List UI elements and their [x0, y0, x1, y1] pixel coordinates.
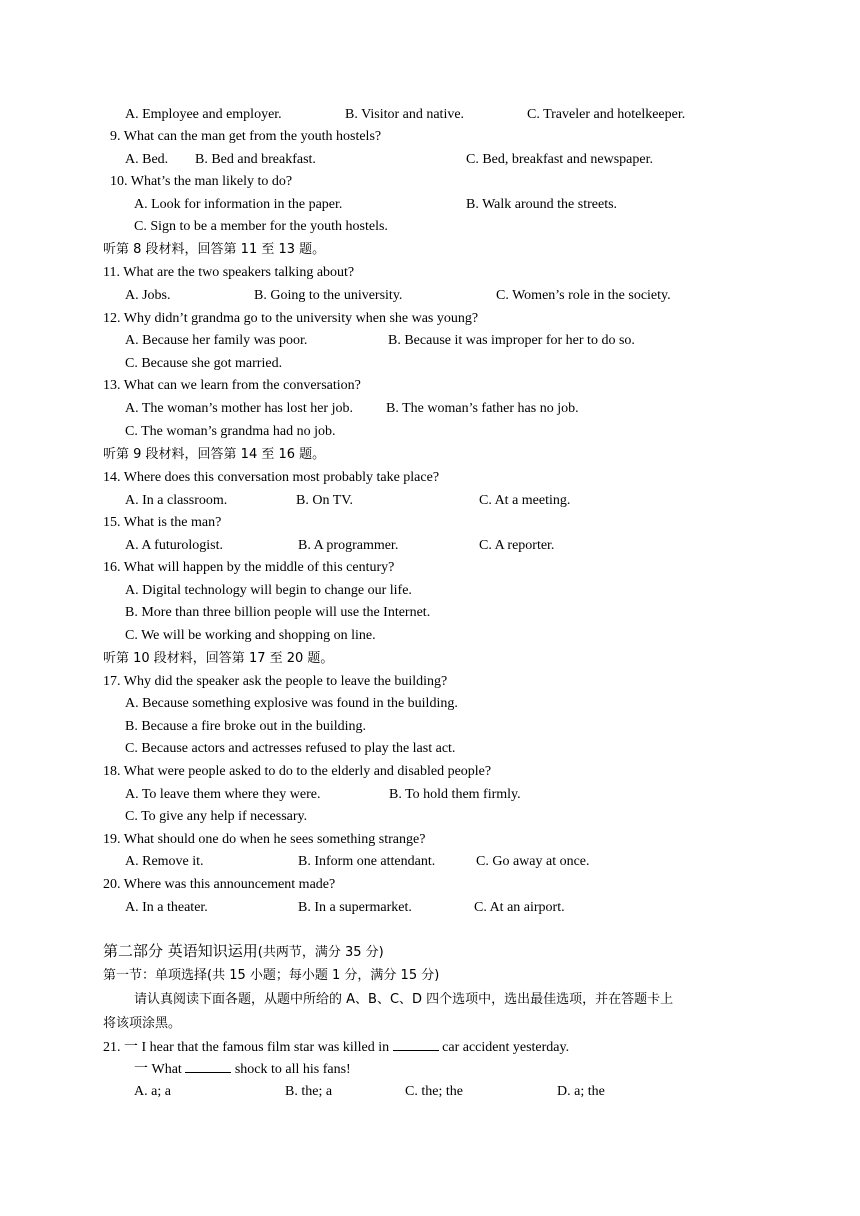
q9-option-a: A. Bed. — [125, 152, 169, 167]
q15-option-c: C. A reporter. — [479, 538, 555, 553]
q21-blank-1 — [393, 1038, 439, 1051]
q14-option-b: B. On TV. — [296, 493, 354, 508]
q19-option-c: C. Go away at once. — [476, 854, 590, 869]
q8-option-a: A. Employee and employer. — [125, 107, 282, 122]
q10-option-a: A. Look for information in the paper. — [134, 197, 343, 212]
q17-stem: 17. Why did the speaker ask the people to leave the building? — [103, 674, 448, 689]
q17-option-c: C. Because actors and actresses refused to play the last act. — [125, 741, 456, 756]
q21-line-1-end: car accident yesterday. — [442, 1040, 570, 1055]
q18-stem: 18. What were people asked to do to the elderly and disabled people? — [103, 764, 492, 779]
q19-stem: 19. What should one do when he sees something strange? — [103, 832, 426, 847]
q17-option-b: B. Because a fire broke out in the building. — [125, 719, 367, 734]
part-2-heading — [103, 942, 384, 962]
q20-option-c: C. At an airport. — [474, 900, 565, 915]
q8-option-c: C. Traveler and hotelkeeper. — [527, 107, 686, 122]
section-one-heading: 第一节：单项选择(共 15 小题；每小题 1 分，满分 15 分) — [103, 968, 440, 983]
part-2-title: 第二部分 英语知识运用 — [103, 942, 258, 960]
q10-stem: 10. What’s the man likely to do? — [110, 174, 293, 189]
q12-stem: 12. Why didn’t grandma go to the university when she was young? — [103, 311, 479, 326]
q9-option-b: B. Bed and breakfast. — [195, 152, 316, 167]
q15-option-a: A. A futurologist. — [125, 538, 224, 553]
q18-option-c: C. To give any help if necessary. — [125, 809, 308, 824]
part-2-note: (共两节，满分 35 分) — [257, 945, 384, 960]
q19-option-a: A. Remove it. — [125, 854, 204, 869]
q16-stem: 16. What will happen by the middle of this century? — [103, 560, 395, 575]
q21-option-b: B. the; a — [285, 1084, 333, 1099]
q20-stem: 20. Where was this announcement made? — [103, 877, 336, 892]
q17-option-a: A. Because something explosive was found in the building. — [125, 696, 458, 711]
q12-option-a: A. Because her family was poor. — [125, 333, 308, 348]
q13-option-a: A. The woman’s mother has lost her job. — [125, 401, 353, 416]
q20-option-b: B. In a supermarket. — [298, 900, 412, 915]
q21-option-a: A. a; a — [134, 1084, 171, 1099]
q13-option-c: C. The woman’s grandma had no job. — [125, 424, 336, 439]
q11-stem: 11. What are the two speakers talking about? — [103, 265, 355, 280]
q10-option-c: C. Sign to be a member for the youth hostels. — [134, 219, 388, 234]
q16-option-b: B. More than three billion people will use the Internet. — [125, 605, 431, 620]
q21-option-c: C. the; the — [405, 1084, 463, 1099]
q16-option-a: A. Digital technology will begin to change our life. — [125, 583, 412, 598]
instruction-line-1: 请认真阅读下面各题，从题中所给的 A、B、C、D 四个选项中，选出最佳选项，并在答题卡上 — [134, 992, 674, 1007]
q11-option-a: A. Jobs. — [125, 288, 171, 303]
q15-stem: 15. What is the man? — [103, 515, 222, 530]
q21-line-1 — [103, 1038, 569, 1057]
q9-stem: 9. What can the man get from the youth hostels? — [110, 129, 382, 144]
q16-option-c: C. We will be working and shopping on line. — [125, 628, 376, 643]
q21-option-d: D. a; the — [557, 1084, 605, 1099]
q8-option-b: B. Visitor and native. — [345, 107, 465, 122]
q21-blank-2 — [185, 1060, 231, 1073]
q11-option-c: C. Women’s role in the society. — [496, 288, 671, 303]
q12-option-c: C. Because she got married. — [125, 356, 283, 371]
q14-option-c: C. At a meeting. — [479, 493, 571, 508]
q13-option-b: B. The woman’s father has no job. — [386, 401, 579, 416]
section-8-heading: 听第 8 段材料，回答第 11 至 13 题。 — [103, 242, 326, 257]
q21-line-1-start: 21. 一 I hear that the famous film star was killed in — [103, 1040, 390, 1055]
q19-option-b: B. Inform one attendant. — [298, 854, 436, 869]
q15-option-b: B. A programmer. — [298, 538, 399, 553]
q20-option-a: A. In a theater. — [125, 900, 208, 915]
q18-option-a: A. To leave them where they were. — [125, 787, 321, 802]
q13-stem: 13. What can we learn from the conversation? — [103, 378, 361, 393]
instruction-line-2: 将该项涂黑。 — [103, 1016, 182, 1031]
q18-option-b: B. To hold them firmly. — [389, 787, 521, 802]
q21-line-2 — [134, 1060, 351, 1079]
q21-line-2-start: 一 What — [134, 1062, 182, 1077]
q12-option-b: B. Because it was improper for her to do so. — [388, 333, 635, 348]
q21-line-2-end: shock to all his fans! — [234, 1062, 351, 1077]
q10-option-b: B. Walk around the streets. — [466, 197, 618, 212]
q14-stem: 14. Where does this conversation most probably take place? — [103, 470, 440, 485]
section-10-heading: 听第 10 段材料，回答第 17 至 20 题。 — [103, 651, 334, 666]
q14-option-a: A. In a classroom. — [125, 493, 228, 508]
section-9-heading: 听第 9 段材料，回答第 14 至 16 题。 — [103, 447, 326, 462]
q11-option-b: B. Going to the university. — [254, 288, 403, 303]
q9-option-c: C. Bed, breakfast and newspaper. — [466, 152, 653, 167]
